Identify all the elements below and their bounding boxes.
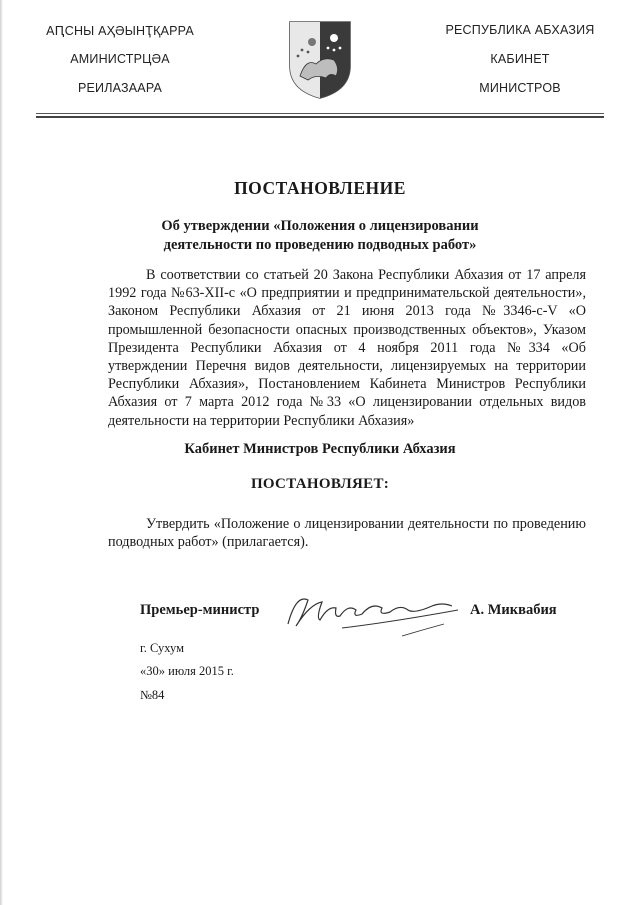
document-type-title: ПОСТАНОВЛЕНИЕ: [234, 178, 406, 198]
coat-of-arms-icon: [286, 18, 354, 100]
preamble-paragraph: В соответствии со статьей 20 Закона Республики Абхазия от 17 апреля 1992 года №63-XII-с «О предприятии и предпринимательской деятельности», Законом Республики Абхазия от 21 июня 2013 года №3346-с-V «О промышленной безопасности опасных производственных объектов», Указом Президента Республики Абхазия от 4 ноября 2011 года №334 «Об утверждении Перечня видов деятельности, лицензируемых на территории Республики Абхазия», Постановлением Кабинета Министров Республики Абхазия от 7 марта 2012 года №33 «О лицензировании отдельных видов деятельности на территории Республики Абхазия»: [108, 267, 586, 429]
header-left-line-1: АԤСНЫ АҲӘЫНҬҚАРРА: [46, 24, 194, 38]
issuer-heading: Кабинет Министров Республики Абхазия: [184, 441, 456, 457]
header-right-line-1: РЕСПУБЛИКА АБХАЗИЯ: [445, 23, 595, 37]
decides-heading: ПОСТАНОВЛЯЕТ:: [250, 476, 390, 492]
header-right-line-3: МИНИСТРОВ: [479, 81, 561, 95]
document-number: №84: [140, 688, 165, 702]
document-subtitle: [0, 217, 640, 255]
header-rule-bottom: [36, 116, 604, 118]
header-left-line-3: РЕИЛАЗААРА: [77, 81, 163, 95]
subtitle-line-1: Об утверждении «Положения о лицензировании: [161, 218, 479, 234]
issue-date: «30» июля 2015 г.: [140, 664, 234, 678]
subtitle-line-2: деятельности по проведению подводных работ»: [163, 237, 477, 253]
issue-place: г. Сухум: [140, 641, 185, 655]
header-rule-top: [36, 113, 604, 114]
header-left-line-2: АМИНИСТРЦӘА: [70, 52, 170, 66]
signatory-name: А. Миквабия: [470, 602, 557, 618]
decision-paragraph: Утвердить «Положение о лицензировании деятельности по проведению подводных работ» (прилагается).: [108, 516, 586, 551]
header-right-line-2: КАБИНЕТ: [490, 52, 550, 66]
handwritten-signature-icon: [282, 584, 462, 644]
signatory-position: Премьер-министр: [140, 602, 260, 618]
